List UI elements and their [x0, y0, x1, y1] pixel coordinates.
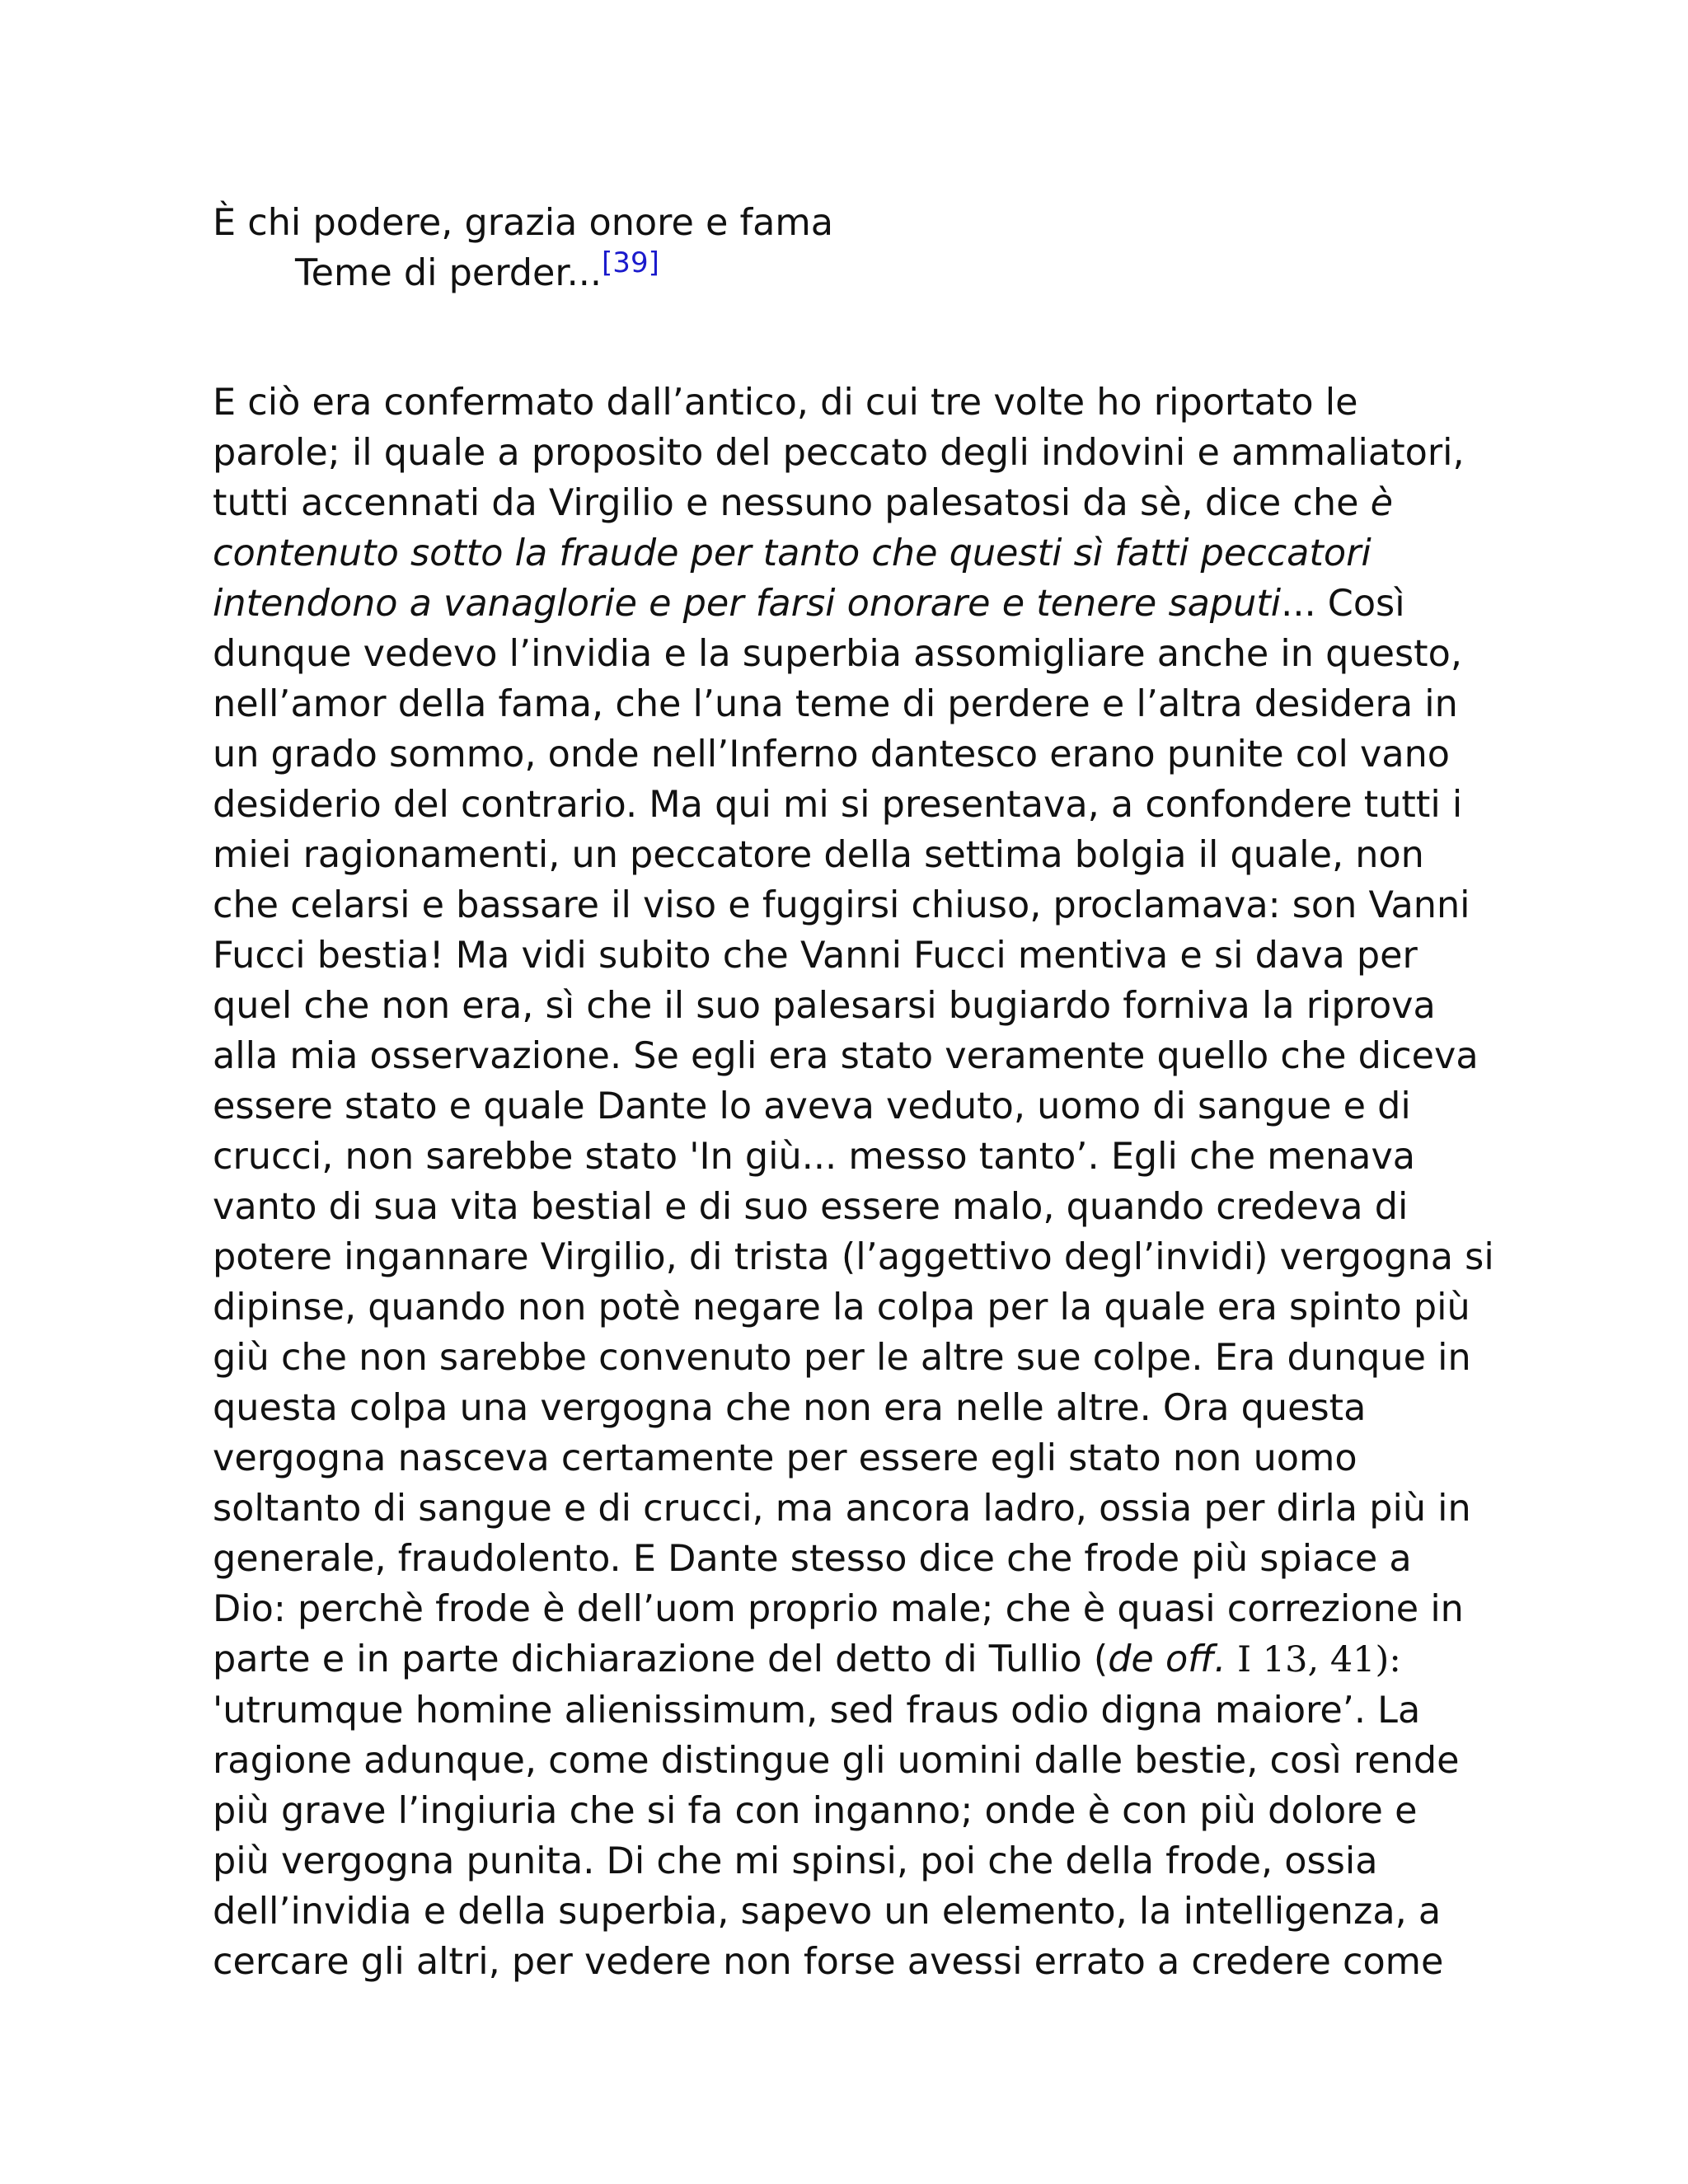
text-line: cercare gli altri, per vedere non forse avessi errato a credere come — [213, 1941, 1444, 1983]
text-line: dunque vedevo l’invidia e la superbia assomigliare anche in questo, — [213, 633, 1462, 675]
text-run: ... Così — [1281, 583, 1405, 625]
page-content — [213, 198, 1494, 1987]
text-line: dipinse, quando non potè negare la colpa per la quale era spinto più — [213, 1286, 1470, 1329]
text-line: parole; il quale a proposito del peccato degli indovini e ammaliatori, — [213, 432, 1465, 474]
text-run: tutti accennati da Virgilio e nessuno palesatosi da sè, dice che — [213, 482, 1371, 524]
verse-quote — [213, 198, 1482, 298]
text-line: E ciò era confermato dall’antico, di cui tre volte ho riportato le — [213, 382, 1358, 424]
text-line: ragione adunque, come distingue gli uomini dalle bestie, così rende — [213, 1740, 1460, 1782]
text-line: soltanto di sangue e di crucci, ma ancora ladro, ossia per dirla più in — [213, 1488, 1471, 1530]
italic-citation: de off. — [1108, 1638, 1226, 1680]
verse-line-1: È chi podere, grazia onore e fama — [213, 202, 834, 244]
text-line: questa colpa una vergogna che non era nelle altre. Ora questa — [213, 1387, 1367, 1429]
verse-line-2 — [213, 248, 1482, 298]
text-line: miei ragionamenti, un peccatore della settima bolgia il quale, non — [213, 834, 1424, 876]
text-line — [213, 478, 1482, 528]
text-line — [213, 579, 1482, 629]
text-line: un grado sommo, onde nell’Inferno dantesco erano punite col vano — [213, 733, 1451, 776]
body-paragraph — [213, 377, 1494, 1987]
text-line: Dio: perchè frode è dell’uom proprio male; che è quasi correzione in — [213, 1588, 1464, 1630]
text-line: più grave l’ingiuria che si fa con inganno; onde è con più dolore e — [213, 1790, 1418, 1832]
text-line: 'utrumque homine alienissimum, sed fraus odio digna maiore’. La — [213, 1690, 1421, 1732]
text-line: Fucci bestia! Ma vidi subito che Vanni Fucci mentiva e si dava per — [213, 935, 1418, 977]
text-line — [213, 1634, 1482, 1685]
text-line: quel che non era, sì che il suo palesarsi bugiardo forniva la riprova — [213, 985, 1436, 1027]
text-line: generale, fraudolento. E Dante stesso dice che frode più spiace a — [213, 1538, 1412, 1580]
text-line — [213, 528, 1482, 579]
text-line: più vergogna punita. Di che mi spinsi, poi che della frode, ossia — [213, 1840, 1378, 1882]
text-line: essere stato e quale Dante lo aveva veduto, uomo di sangue e di — [213, 1085, 1411, 1127]
text-line: nell’amor della fama, che l’una teme di perdere e l’altra desidera in — [213, 683, 1458, 725]
italic-quote: intendono a vanaglorie e per farsi onorare e tenere saputi — [213, 583, 1282, 625]
text-line: potere ingannare Virgilio, di trista (l’aggettivo degl’invidi) vergogna si — [213, 1236, 1494, 1278]
text-run: parte e in parte dichiarazione del detto di Tullio ( — [213, 1638, 1109, 1680]
italic-quote: contenuto sotto la fraude per tanto che questi sì fatti peccatori — [213, 532, 1372, 574]
footnote-link[interactable]: [39] — [602, 246, 659, 279]
text-line: alla mia osservazione. Se egli era stato veramente quello che diceva — [213, 1035, 1479, 1077]
text-line: desiderio del contrario. Ma qui mi si presentava, a confondere tutti i — [213, 784, 1463, 826]
text-line: vergogna nasceva certamente per essere egli stato non uomo — [213, 1437, 1357, 1479]
text-line: crucci, non sarebbe stato 'In giù... messo tanto’. Egli che menava — [213, 1136, 1416, 1178]
verse-line-2-text: Teme di perder... — [295, 252, 603, 294]
text-line: che celarsi e bassare il viso e fuggirsi chiuso, proclamava: son Vanni — [213, 884, 1470, 926]
text-line: vanto di sua vita bestial e di suo essere malo, quando credeva di — [213, 1186, 1409, 1228]
citation-numbers: I 13, 41): — [1226, 1639, 1401, 1680]
italic-quote: è — [1370, 482, 1394, 524]
text-line: dell’invidia e della superbia, sapevo un elemento, la intelligenza, a — [213, 1891, 1442, 1933]
text-line: giù che non sarebbe convenuto per le altre sue colpe. Era dunque in — [213, 1337, 1471, 1379]
